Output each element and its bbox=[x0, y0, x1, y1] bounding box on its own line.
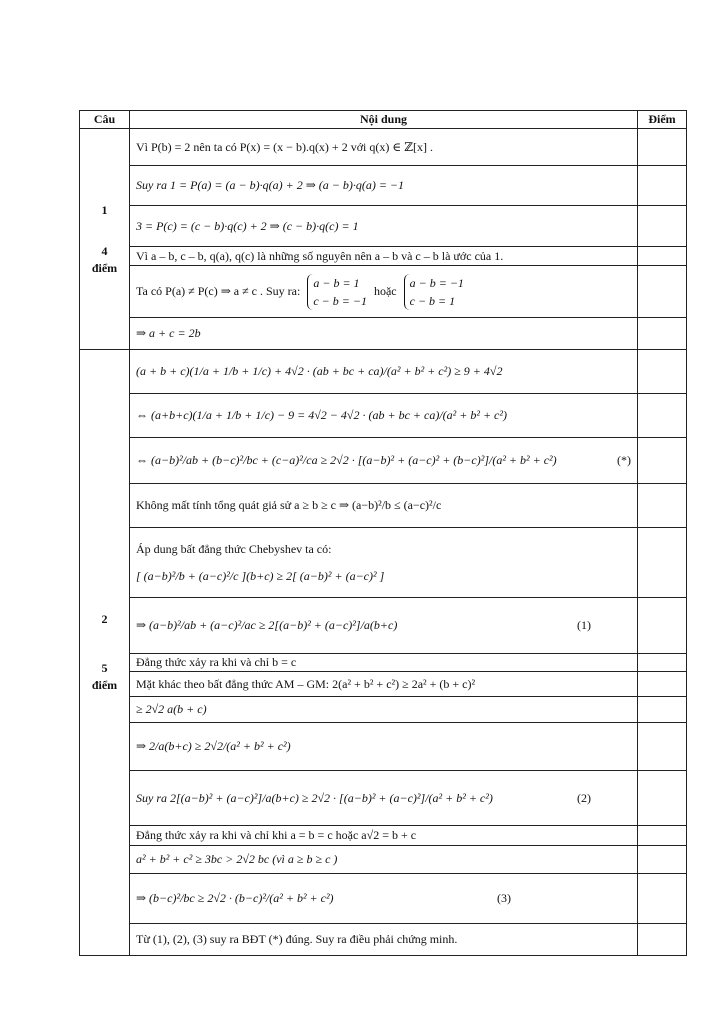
table-row bbox=[80, 206, 687, 247]
q2-row-4: Không mất tính tổng quát giả sử a ≥ b ≥ c ⇒ (a−b)²/b ≤ (a−c)²/c bbox=[130, 484, 638, 528]
table-row bbox=[80, 528, 687, 598]
q2-row-12: Đẳng thức xảy ra khi và chỉ khi a = b = c hoặc a√2 = b + c bbox=[130, 826, 638, 846]
tag-3: (3) bbox=[497, 891, 511, 905]
table-row bbox=[80, 247, 687, 266]
q2-row-8: Mặt khác theo bất đẳng thức AM – GM: 2(a² + b² + c²) ≥ 2a² + (b + c)² bbox=[130, 672, 638, 697]
table-row bbox=[80, 723, 687, 771]
header-cau: Câu bbox=[80, 111, 130, 129]
table-row bbox=[80, 598, 687, 654]
q2-row-5-title: Áp dung bất đẳng thức Chebyshev ta có: bbox=[136, 541, 332, 556]
table-row bbox=[80, 654, 687, 672]
table-row bbox=[80, 697, 687, 723]
q1-unit: điểm bbox=[91, 260, 118, 275]
q2-points: 5 bbox=[101, 661, 108, 675]
q1-number: 1 bbox=[101, 202, 108, 217]
q1-label-cell bbox=[80, 129, 130, 350]
table-row bbox=[80, 318, 687, 350]
q1-row-4: Vì a – b, c – b, q(a), q(c) là những số nguyên nên a – b và c – b là ước của 1. bbox=[130, 247, 638, 266]
q2-row-9: ≥ 2√2 a(b + c) bbox=[130, 697, 638, 723]
table-row bbox=[80, 438, 687, 484]
table-row bbox=[80, 826, 687, 846]
q1-points: 4 bbox=[101, 243, 108, 258]
table-row bbox=[80, 129, 687, 166]
header-noi-dung: Nội dung bbox=[130, 111, 638, 129]
system-2: a − b = −1 c − b = 1 bbox=[404, 274, 464, 310]
tag-1: (1) bbox=[577, 618, 591, 632]
tag-star: (*) bbox=[617, 453, 631, 467]
q2-row-5-formula: [ (a−b)²/b + (a−c)²/c ](b+c) ≥ 2[ (a−b)² + (a−c)² ] bbox=[136, 568, 385, 583]
header-diem: Điểm bbox=[638, 111, 687, 129]
q1-row-3: 3 = P(c) = (c − b)·q(c) + 2 ⇒ (c − b)·q(c) = 1 bbox=[130, 206, 638, 247]
tag-2: (2) bbox=[577, 790, 591, 805]
q2-row-5 bbox=[130, 528, 638, 598]
q1-row-1: Vì P(b) = 2 nên ta có P(x) = (x − b).q(x) + 2 với q(x) ∈ ℤ[x] . bbox=[130, 129, 638, 166]
q2-unit: điểm bbox=[91, 678, 118, 692]
system-1: a − b = 1 c − b = −1 bbox=[307, 274, 367, 310]
table-row bbox=[80, 924, 687, 956]
q2-row-7: Đẳng thức xảy ra khi và chỉ b = c bbox=[130, 654, 638, 672]
q2-row-6: ⇒ (a−b)²/ab + (a−c)²/ac ≥ 2[(a−b)² + (a−c)²]/a(b+c) (1) bbox=[130, 598, 638, 654]
header-row bbox=[80, 111, 687, 129]
solution-table bbox=[79, 110, 687, 956]
q2-row-11: Suy ra 2[(a−b)² + (a−c)²]/a(b+c) ≥ 2√2 · [(a−b)² + (a−c)²]/(a² + b² + c²) (2) bbox=[130, 771, 638, 826]
table-row bbox=[80, 672, 687, 697]
table-row bbox=[80, 166, 687, 206]
q2-row-3: ⇔ (a−b)²/ab + (b−c)²/bc + (c−a)²/ca ≥ 2√2 · [(a−b)² + (a−c)² + (b−c)²]/(a² + b² + c²) (*) bbox=[130, 438, 638, 484]
table-row bbox=[80, 350, 687, 394]
table-row bbox=[80, 394, 687, 438]
q1-row-5-text: Ta có P(a) ≠ P(c) ⇒ a ≠ c . Suy ra: bbox=[136, 283, 301, 298]
q2-row-10: ⇒ 2/a(b+c) ≥ 2√2/(a² + b² + c²) bbox=[130, 723, 638, 771]
table-row bbox=[80, 771, 687, 826]
q2-row-13: a² + b² + c² ≥ 3bc > 2√2 bc (vì a ≥ b ≥ c ) bbox=[130, 846, 638, 874]
q2-row-1: (a + b + c)(1/a + 1/b + 1/c) + 4√2 · (ab + bc + ca)/(a² + b² + c²) ≥ 9 + 4√2 bbox=[130, 350, 638, 394]
or-text: hoặc bbox=[373, 283, 397, 298]
q2-row-14: ⇒ (b−c)²/bc ≥ 2√2 · (b−c)²/(a² + b² + c²) (3) bbox=[130, 874, 638, 924]
table-row bbox=[80, 874, 687, 924]
q2-number: 2 bbox=[101, 612, 108, 626]
table-row bbox=[80, 484, 687, 528]
q1-row-2: Suy ra 1 = P(a) = (a − b)·q(a) + 2 ⇒ (a − b)·q(a) = −1 bbox=[130, 166, 638, 206]
q2-label-cell bbox=[80, 350, 130, 956]
q2-row-2: ⇔ (a+b+c)(1/a + 1/b + 1/c) − 9 = 4√2 − 4√2 · (ab + bc + ca)/(a² + b² + c²) bbox=[130, 394, 638, 438]
q1-row-5 bbox=[130, 266, 638, 318]
table-row bbox=[80, 266, 687, 318]
table-row bbox=[80, 846, 687, 874]
q2-row-15: Từ (1), (2), (3) suy ra BĐT (*) đúng. Suy ra điều phải chứng minh. bbox=[130, 924, 638, 956]
q1-row-6: ⇒ a + c = 2b bbox=[130, 318, 638, 350]
